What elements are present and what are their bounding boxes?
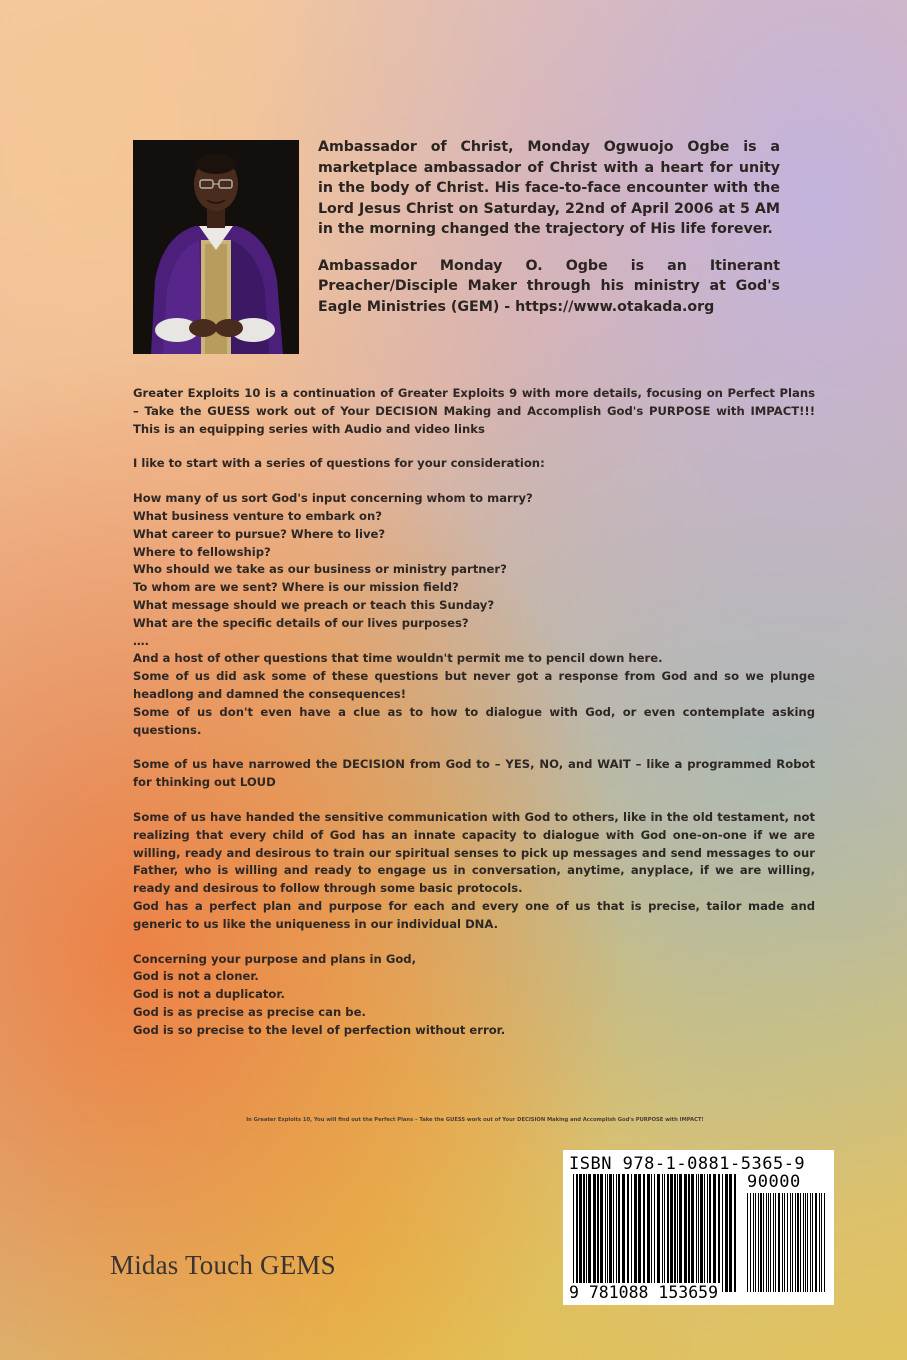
bio-paragraph-2: Ambassador Monday O. Ogbe is an Itinerant Preacher/Disciple Maker through his ministry at God's Eagle Ministries (GEM) - https://www.otakada.org <box>318 257 780 315</box>
barcode-bar <box>691 1174 694 1292</box>
question-item: Who should we take as our business or ministry partner? <box>133 562 507 577</box>
host-paragraph <box>133 650 815 739</box>
barcode-bar <box>664 1174 665 1292</box>
author-bio <box>318 137 780 333</box>
question-item: What message should we preach or teach this Sunday? <box>133 597 495 612</box>
barcode-bar <box>654 1174 655 1292</box>
closing-line: God is not a cloner. <box>133 969 259 984</box>
barcode-bar <box>778 1193 780 1292</box>
barcode-bar <box>821 1193 822 1292</box>
barcode-bar <box>768 1193 769 1292</box>
barcode-bar <box>792 1193 793 1292</box>
question-item: Where to fellowship? <box>133 544 271 559</box>
barcode-bar <box>638 1174 641 1292</box>
barcode-bar <box>812 1193 813 1292</box>
question-item: What business venture to embark on? <box>133 508 382 523</box>
perfect-plan-paragraph: God has a perfect plan and purpose for each and every one of us that is precise, tailor made and generic to us like the uniqueness in our individual DNA. <box>133 898 815 931</box>
barcode-bar <box>593 1174 596 1292</box>
barcode-bar <box>670 1174 673 1292</box>
question-item: How many of us sort God's input concerning whom to marry? <box>133 491 533 506</box>
price-code: 90000 <box>747 1172 801 1192</box>
barcode-bar <box>573 1174 574 1292</box>
barcode-bar <box>698 1174 699 1292</box>
barcode-bar <box>700 1174 703 1292</box>
barcode-bar <box>807 1193 808 1292</box>
barcode-digits: 9 781088 153659 <box>569 1283 719 1302</box>
barcode-bar <box>579 1174 582 1292</box>
publisher-name: Midas Touch GEMS <box>110 1250 336 1280</box>
questions-intro: I like to start with a series of questions for your consideration: <box>133 456 545 471</box>
barcode-bar <box>766 1193 767 1292</box>
barcode-bar <box>618 1174 620 1292</box>
barcode-bar <box>597 1174 599 1292</box>
question-ellipsis: …. <box>133 633 149 648</box>
barcode-bar <box>679 1174 682 1292</box>
question-item: To whom are we sent? Where is our mission field? <box>133 580 459 595</box>
barcode-bar <box>583 1174 585 1292</box>
barcode-bar <box>755 1193 756 1292</box>
barcode-bar <box>613 1174 614 1292</box>
book-description <box>133 385 815 1057</box>
barcode-bar <box>607 1174 608 1292</box>
barcode-bars <box>573 1174 739 1292</box>
barcode-bar <box>713 1174 716 1292</box>
author-photo <box>133 140 299 354</box>
barcode-bar <box>790 1193 791 1292</box>
barcode-bar <box>819 1193 820 1292</box>
barcode-bar <box>651 1174 652 1292</box>
host-line: Some of us did ask some of these questions but never got a response from God and so we plunge headlong and damned the consequences! <box>133 669 815 701</box>
barcode-bar <box>753 1193 754 1292</box>
barcode-bar <box>750 1193 751 1292</box>
question-item: What are the specific details of our lives purposes? <box>133 615 469 630</box>
questions-list <box>133 490 815 650</box>
barcode-bar <box>824 1193 825 1292</box>
barcode-bar <box>805 1193 806 1292</box>
barcode-bar <box>677 1174 678 1292</box>
decision-paragraph: Some of us have narrowed the DECISION from God to – YES, NO, and WAIT – like a programmed Robot for thinking out LOUD <box>133 757 815 790</box>
barcode-bar <box>674 1174 676 1292</box>
barcode-bar <box>696 1174 697 1292</box>
author-portrait-image <box>133 140 299 354</box>
barcode-bar <box>734 1174 736 1292</box>
barcode-bar <box>627 1174 629 1292</box>
barcode-bar <box>609 1174 612 1292</box>
barcode-bar <box>747 1193 748 1292</box>
barcode-bar <box>657 1174 660 1292</box>
barcode-bar <box>576 1174 578 1292</box>
barcode-bar <box>722 1174 723 1292</box>
communication-paragraph: Some of us have handed the sensitive communication with God to others, like in the old testament, not realizing that every child of God has an innate capacity to dialogue with God one-on-one if we are willing, ready and desirous to train our spiritual senses to pick up messages and send messages to our Father, who is willing and ready to engage us in conversation, anytime, anyplace, if we are willing, ready and desirous to follow through some basic protocols. <box>133 809 815 896</box>
barcode-bar <box>684 1174 687 1292</box>
barcode-bar <box>763 1193 764 1292</box>
host-line: And a host of other questions that time wouldn't permit me to pencil down here. <box>133 651 663 666</box>
barcode-bar <box>631 1174 632 1292</box>
barcode-bar <box>600 1174 603 1292</box>
barcode-bar <box>729 1174 732 1292</box>
barcode-bar <box>775 1193 776 1292</box>
host-line: Some of us don't even have a clue as to how to dialogue with God, or even contemplate asking questions. <box>133 704 815 737</box>
barcode-bar <box>795 1193 796 1292</box>
question-item: What career to pursue? Where to live? <box>133 526 386 541</box>
closing-line: God is as precise as precise can be. <box>133 1004 366 1019</box>
barcode-bar <box>667 1174 669 1292</box>
barcode-bar <box>810 1193 811 1292</box>
barcode-bar <box>787 1193 788 1292</box>
barcode-bar <box>725 1174 728 1292</box>
barcode-bar <box>662 1174 663 1292</box>
barcode-bar <box>773 1193 774 1292</box>
barcode-bar <box>800 1193 801 1292</box>
intro-paragraph: Greater Exploits 10 is a continuation of Greater Exploits 9 with more details, focusing on Perfect Plans – Take the GUESS work out of Your DECISION Making and Accomplish God's PURPOSE with IMPACT!!! This is an equipping series with Audio and video links <box>133 386 815 436</box>
barcode-bar <box>803 1193 804 1292</box>
barcode-bar <box>616 1174 617 1292</box>
isbn-label: ISBN 978-1-0881-5365-9 <box>569 1154 806 1174</box>
isbn-barcode <box>563 1150 834 1305</box>
barcode-bar <box>586 1174 587 1292</box>
barcode-bar <box>709 1174 711 1292</box>
barcode-bar <box>643 1174 645 1292</box>
barcode-bar <box>760 1193 762 1292</box>
barcode-bar <box>718 1174 720 1292</box>
barcode-bar <box>758 1193 759 1292</box>
barcode-bar <box>797 1193 799 1292</box>
barcode-bar <box>815 1193 817 1292</box>
barcode-bar <box>770 1193 771 1292</box>
barcode-bar <box>688 1174 690 1292</box>
barcode-bar <box>622 1174 625 1292</box>
barcode-bar <box>707 1174 708 1292</box>
barcode-bar <box>782 1193 783 1292</box>
barcode-bar <box>647 1174 650 1292</box>
closing-line: God is not a duplicator. <box>133 987 285 1002</box>
closing-line: Concerning your purpose and plans in God, <box>133 951 417 966</box>
barcode-addon-bars <box>747 1193 827 1292</box>
closing-line: God is so precise to the level of perfection without error. <box>133 1022 506 1037</box>
bio-paragraph-1: Ambassador of Christ, Monday Ogwuojo Ogbe is a marketplace ambassador of Christ with a heart for unity in the body of Christ. His face-to-face encounter with the Lord Jesus Christ on Saturday, 22nd of April 2006 at 5 AM in the morning changed the trajectory of His life forever. <box>318 139 780 237</box>
barcode-bar <box>634 1174 637 1292</box>
barcode-bar <box>605 1174 606 1292</box>
barcode-bar <box>784 1193 785 1292</box>
barcode-bar <box>704 1174 705 1292</box>
footnote: In Greater Exploits 10, You will find out the Perfect Plans – Take the GUESS work out of Your DECISION Making and Accomplish God's PURPOSE with IMPACT! <box>246 1117 704 1123</box>
closing-list <box>133 951 815 1040</box>
barcode-bar <box>588 1174 591 1292</box>
